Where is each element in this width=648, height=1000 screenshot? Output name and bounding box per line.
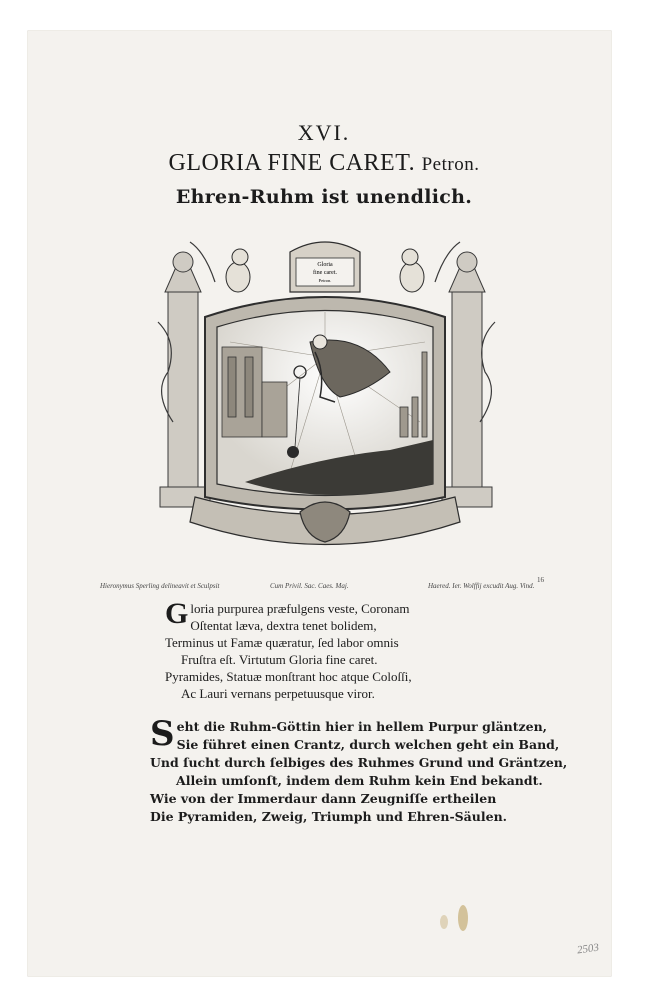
german-line: eht die Ruhm-Göttin hier in hellem Purpur gläntzen, <box>176 719 548 734</box>
latin-line: Terminus ut Famæ quæratur, ſed labor omnis <box>165 635 399 650</box>
german-line: Wie von der Immerdaur dann Zeugniſſe ertheilen <box>150 791 497 806</box>
german-line: Sie führet einen Crantz, durch welchen geht ein Band, <box>176 737 560 752</box>
credit-privilege: Cum Privil. Sac. Caes. Maj. <box>270 582 349 590</box>
german-verse <box>150 714 568 826</box>
plate-subtitle: Ehren-Ruhm ist unendlich. <box>175 186 473 208</box>
plate-title <box>0 150 648 177</box>
cartouche-line-1: Gloria <box>317 262 333 268</box>
latin-line: Ac Lauri vernans perpetuusque viror. <box>181 686 375 701</box>
engraving-illustration <box>150 222 505 567</box>
latin-verse <box>165 597 495 702</box>
engraving-credits <box>100 576 550 594</box>
german-line: Und ſucht durch ſelbiges des Ruhmes Grund und Gräntzen, <box>150 755 568 770</box>
cartouche-line-2: fine caret. <box>313 270 337 276</box>
german-line: Die Pyramiden, Zweig, Triumph und Ehren-Säulen. <box>150 809 508 824</box>
german-initial: S <box>150 714 175 754</box>
latin-line: Oſtentat læva, dextra tenet bolidem, <box>190 618 377 633</box>
title-source: Petron. <box>421 154 480 175</box>
plate-numeral: XVI. <box>297 120 351 145</box>
ornamental-base <box>190 497 460 545</box>
left-obelisk <box>160 252 210 507</box>
plate-number: 16 <box>537 576 544 584</box>
credit-artist: Hieronymus Sperling delineavit et Sculpsit <box>100 582 220 590</box>
right-obelisk <box>442 252 492 507</box>
motto-cartouche <box>290 242 360 292</box>
cartouche-line-3: Petron. <box>318 278 332 283</box>
title-motto: GLORIA FINE CARET. <box>168 150 416 176</box>
inventory-mark: 2503 <box>576 941 600 957</box>
german-line: Allein umſonſt, indem dem Ruhm kein End bekandt. <box>176 773 543 788</box>
foxing-stain <box>458 905 468 931</box>
latin-line: Pyramides, Statuæ monſtrant hoc atque Coloſſi, <box>165 669 412 684</box>
latin-initial: G <box>165 597 189 630</box>
credit-publisher: Haered. Ier. Wolffij excudit Aug. Vind. <box>428 582 535 590</box>
latin-line: Fruſtra eſt. Virtutum Gloria fine caret. <box>181 652 378 667</box>
foxing-stain <box>440 915 448 929</box>
latin-line: loria purpurea præfulgens veste, Coronam <box>190 601 410 616</box>
